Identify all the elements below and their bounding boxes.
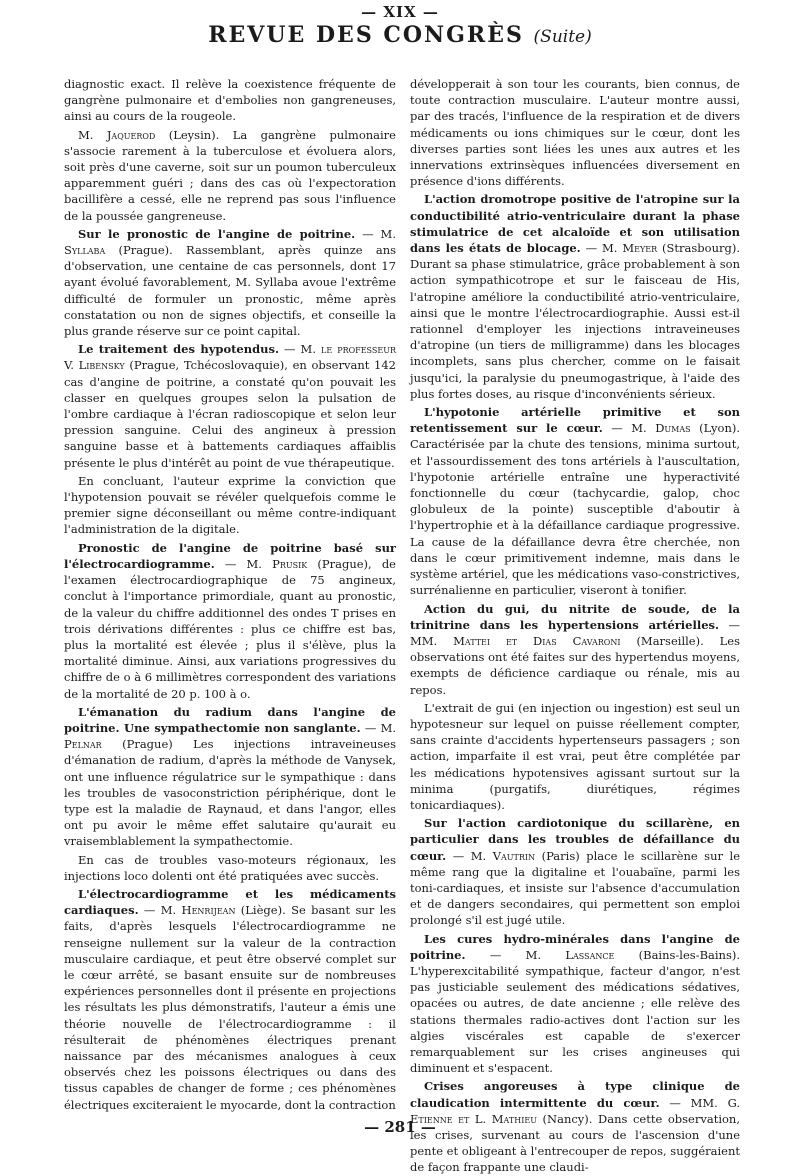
paragraph bbox=[64, 226, 396, 339]
running-suffix: (Suite) bbox=[533, 27, 592, 47]
paragraph bbox=[64, 473, 396, 538]
paragraph bbox=[410, 404, 740, 598]
paragraph bbox=[410, 931, 740, 1077]
section-heading: Sur le pronostic de l'angine de poitrine. bbox=[78, 226, 356, 241]
paragraph bbox=[64, 852, 396, 884]
author-name: — M. Lassance bbox=[465, 947, 615, 962]
paragraph bbox=[410, 601, 740, 698]
paragraph bbox=[64, 341, 396, 471]
running-head bbox=[0, 22, 800, 48]
roman-folio: — XIX — bbox=[361, 3, 439, 21]
author-name: — M. le professeur V. Libensky bbox=[64, 342, 396, 373]
paragraph-text: (Paris) place le scillarène sur le même rang que la digitaline et l'ouabaïne, parmi les toni-cardiaques, et insiste sur l'absence d'accumulation et de dangers secondaires, qui permettent son emploi prolongé s'il est jugé utile. bbox=[410, 848, 740, 928]
paragraph bbox=[64, 127, 396, 224]
right-column bbox=[410, 76, 741, 1175]
author-name: — M. Dumas bbox=[602, 421, 691, 436]
paragraph bbox=[410, 700, 740, 813]
section-heading: L'émanation du radium dans l'angine de poitrine. Une sympathectomie non sanglante. bbox=[64, 704, 396, 735]
section-heading: L'action dromotrope positive de l'atropine sur la conductibilité atrio-ventriculaire durant la phase stimulatrice de cet alcaloïde et son utilisation dans les états de blocage. bbox=[410, 192, 740, 256]
paragraph-text: (Leysin). La gangrène pulmonaire s'associe rarement à la tuberculose et évoluera alors, soit près d'une caverne, soit sur un poumon tuberculeux apparemment guéri ; dans des cas où l'expectoration bacillifère a cessé, elle ne reprend pas sous l'influence de la poussée gangreneuse. bbox=[64, 127, 396, 223]
section-heading: Crises angoreuses à type clinique de claudication intermittente du cœur. bbox=[410, 1079, 740, 1110]
paragraph-text: (Strasbourg). Durant sa phase stimulatrice, grâce probablement à son action sympathicotrope et sur le faisceau de His, l'atropine améliore la conductibilité atrio-ventriculaire, ainsi que le montre l'électrocardiographie. Aussi est-il rationnel d'employer les injections intraveineuses d'atropine (un tiers de milligramme) dans les blocages incomplets, sans plus chercher, comme on le faisait jusqu'ici, la paralysie du pneumogastrique, à l'aide des plus fortes doses, au risque d'inconvénients sérieux. bbox=[410, 241, 740, 401]
paragraph-text: (Prague). Rassemblant, après quinze ans d'observation, une centaine de cas personnels, dont 17 ayant évolué favorablement, M. Syllaba avoue l'extrême difficulté de formuler un pronostic, même après constatation ou non de signes objectifs, et conseille la plus grande réserve sur ce point capital. bbox=[64, 243, 396, 339]
paragraph-text: développerait à son tour les courants, bien connus, de toute contraction musculaire. L'auteur montre aussi, par des tracés, l'influence de la respiration et de divers médicaments ou ions chimiques sur le cœur, dont les diverses parties sont liées les unes aux autres et les innervations extrinsèques influencées diversement en présence d'ions différents. bbox=[410, 77, 740, 189]
paragraph bbox=[410, 76, 740, 189]
paragraph-text: En concluant, l'auteur exprime la conviction que l'hypotension pouvait se révéler quelquefois comme le premier signe déconseillant ou même contre-indiquant l'administration de la digitale. bbox=[64, 473, 396, 537]
paragraph-text: diagnostic exact. Il relève la coexistence fréquente de gangrène pulmonaire et d'embolies non gangreneuses, ainsi au cours de la rougeole. bbox=[64, 77, 396, 124]
paragraph-text: L'extrait de gui (en injection ou ingestion) est seul un hypotesneur sur lequel on puisse réellement compter, sans crainte d'accidents hypertenseurs passagers ; son action, imparfaite il est vrai, peut être complétée par les médications hypotensives agissant surtout sur la minima (purgatifs, diurétiques, régimes tonicardiaques). bbox=[410, 700, 740, 812]
author-name: — M. Syllaba bbox=[64, 226, 396, 258]
author-name: — M. Vautrin bbox=[446, 848, 536, 863]
paragraph bbox=[64, 886, 396, 1113]
paragraph bbox=[410, 815, 740, 928]
author-name: M. Jaquerod bbox=[78, 127, 156, 142]
author-name: — M. Pelnar bbox=[64, 720, 396, 752]
paragraph-text: (Prague), de l'examen électrocardiographique de 75 angineux, conclut à l'importance primordiale, quant au pronostic, de la valeur du chiffre additionnel des ondes T prises en trois dérivations différentes : plus ce chiffre est bas, plus la mortalité est élevée ; plus il s'élève, plus la mortalité diminue. Ainsi, aux variations progressives du chiffre de o à 6 millimètres correspondent des variations de la mortalité de 20 p. 100 à o. bbox=[64, 556, 396, 701]
running-title: REVUE DES CONGRÈS bbox=[208, 22, 524, 48]
author-name: — M. Henrijean bbox=[138, 903, 236, 918]
section-heading: Le traitement des hypotendus. bbox=[78, 342, 279, 357]
author-name: — MM. G. Etienne et L. Mathieu bbox=[410, 1095, 741, 1126]
paragraph-text: (Bains-les-Bains). L'hyperexcitabilité sympathique, facteur d'angor, n'est pas justiciable seulement des médications sédatives, opacées ou autres, de date ancienne ; elle relève des stations thermales radio-actives dont l'action sur les algies viscérales est capable de s'exercer remarquablement sur les crises angineuses qui diminuent et s'espacent. bbox=[410, 947, 740, 1076]
paragraph bbox=[64, 540, 396, 702]
section-heading: Action du gui, du nitrite de soude, de la trinitrine dans les hypertensions artérielles. bbox=[410, 601, 740, 632]
paragraph bbox=[410, 191, 740, 402]
section-heading: L'hypotonie artérielle primitive et son retentissement sur le cœur. bbox=[410, 405, 740, 436]
author-name: — M. Meyer bbox=[580, 241, 658, 256]
paragraph-text: (Liège). Se basant sur les faits, d'après lesquels l'électrocardiogramme ne renseigne nullement sur la valeur de la contraction musculaire cardiaque, et peut être observé complet sur le cœur arrêté, se basant ensuite sur de nombreuses expériences personnelles dont il présente en projections les résultats les plus démonstratifs, l'auteur a émis une théorie nouvelle de l'électrocardiogramme : il résulterait de phénomènes électriques prenant naissance par des mécanismes analogues à ceux observés chez les poissons électriques ou dans des tissus capables de changer de forme ; ces phénomènes électriques exciteraient le myocarde, dont la contraction bbox=[64, 903, 397, 1112]
author-name: — M. Prusik bbox=[214, 556, 308, 571]
section-heading: Les cures hydro-minérales dans l'angine de poitrine. bbox=[410, 931, 740, 962]
author-name: — MM. Mattei et Dias Cavaroni bbox=[410, 617, 741, 648]
paragraph-text: (Prague) Les injections intraveineuses d'émanation de radium, d'après la méthode de Vanysek, ont une influence régulatrice sur le sympathique : dans les troubles de vasoconstriction périphérique, dont le type est la maladie de Raynaud, et dans l'angor, elles ont pu avoir le même effet salutaire qu'aurait eu vraisemblablement la sympathectomie. bbox=[64, 737, 396, 849]
page-number: — 281 — bbox=[364, 1118, 436, 1136]
paragraph-text: (Prague, Tchécoslovaquie), en observant 142 cas d'angine de poitrine, a constaté qu'on pouvait les classer en quelques groupes selon la pulsation de l'ombre cardiaque à l'écran radioscopique et selon leur pression sanguine. Celui des angineux à pression sanguine basse et à battements cardiaques affaiblis présente le plus d'intérêt au point de vue thérapeutique. bbox=[64, 358, 396, 470]
paragraph-text: En cas de troubles vaso-moteurs régionaux, les injections loco dolenti ont été pratiquées avec succès. bbox=[64, 852, 396, 883]
paragraph bbox=[64, 704, 396, 850]
paragraph-text: (Nancy). Dans cette observation, les crises, survenant au cours de l'ascension d'une pente et obligeant à l'entrecouper de repos, suggéraient de façon frappante une claudi- bbox=[410, 1111, 740, 1175]
left-column bbox=[64, 76, 397, 1112]
paragraph-text: (Lyon). Caractérisée par la chute des tensions, minima surtout, et l'assourdissement des tons artériels à l'auscultation, l'hypotonie artérielle entraîne une hyperactivité fonctionnelle du cœur (tachycardie, galop, choc globuleux de la pointe) susceptible d'aboutir à l'hypertrophie et à la défaillance cardiaque progressive. La cause de la défaillance devra être cherchée, non dans le cœur primitivement indemne, mais dans le système artériel, que les médications vaso-constrictives, surrénalienne en particulier, viseront à tonifier. bbox=[410, 421, 741, 598]
section-heading: Sur l'action cardiotonique du scillarène, en particulier dans les troubles de défaillance du cœur. bbox=[410, 816, 740, 863]
paragraph-text: (Marseille). Les observations ont été faites sur des hypertendus moyens, exempts de déficience cardiaque ou rénale, mis au repos. bbox=[410, 633, 740, 697]
section-heading: L'électrocardiogramme et les médicaments cardiaques. bbox=[64, 886, 396, 918]
section-heading: Pronostic de l'angine de poitrine basé sur l'électrocardiogramme. bbox=[64, 540, 396, 571]
paragraph bbox=[64, 76, 396, 125]
